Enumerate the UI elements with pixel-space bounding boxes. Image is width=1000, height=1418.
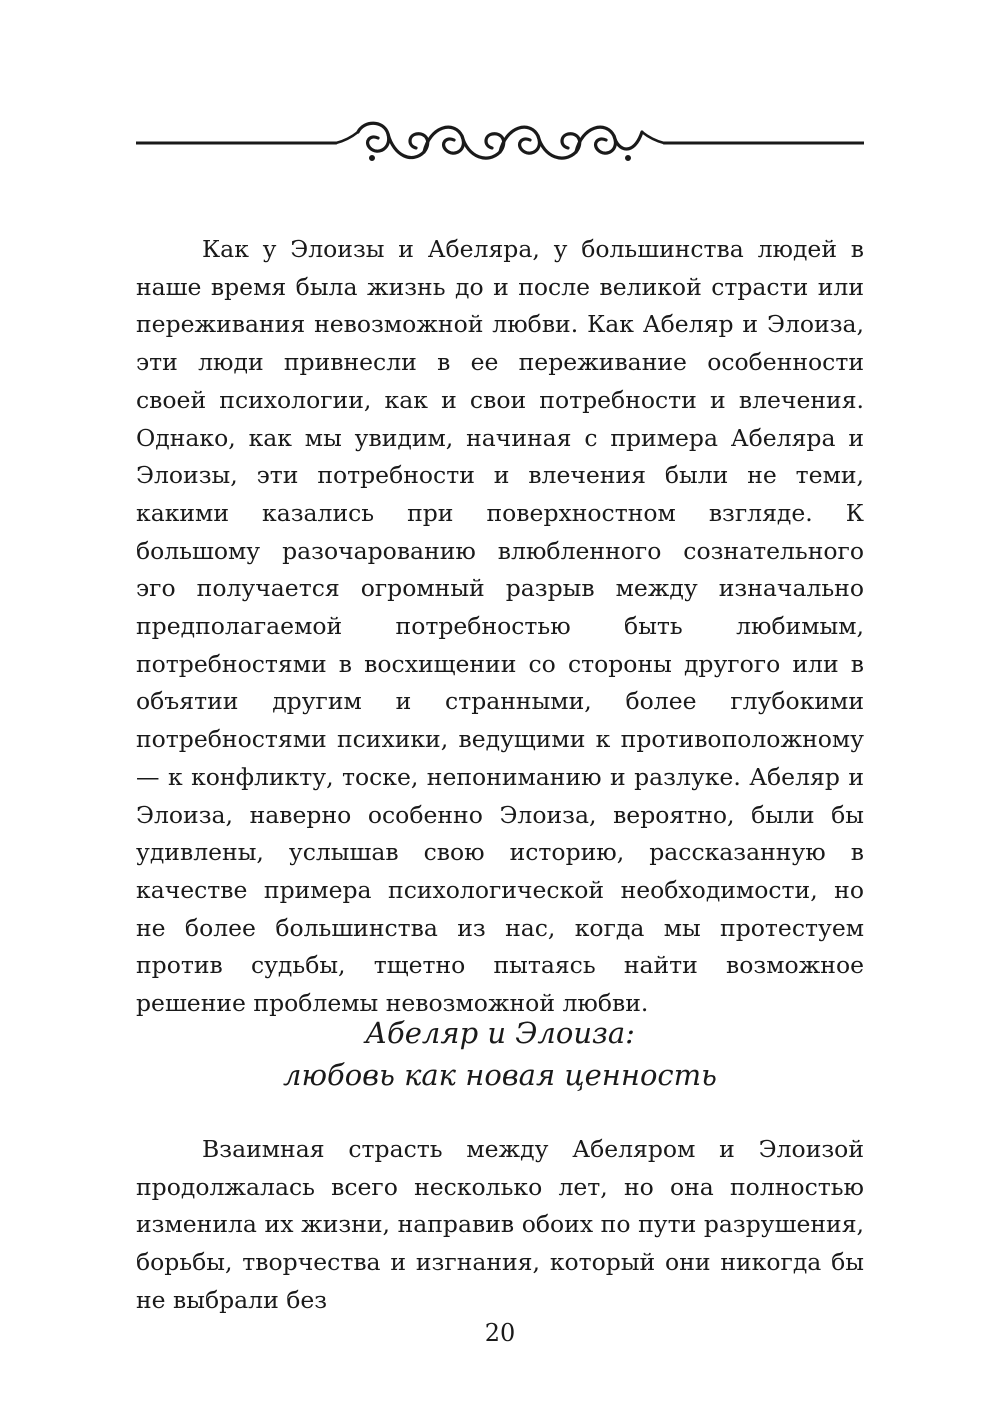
body-paragraph-2: Взаимная страсть между Абеляром и Элоизой продолжалась всего несколько лет, но она полностью изменила их жизни, направив обоих по пути разрушения, борьбы, творчества и изгнания, который они никогда бы не выбрали без	[136, 1135, 864, 1314]
scroll-divider-ornament-icon	[136, 112, 864, 174]
body-paragraph-1: Как у Элоизы и Абеляра, у большинства людей в наше время была жизнь до и после великой страсти или переживания невозможной любви. Как Абеляр и Элоиза, эти люди привнесли в ее переживание особенности своей психологии, как и свои потребности и влечения. Однако, как мы увидим, начиная с примера Абеляра и Элоизы, эти потребности и влечения были не теми, какими казались при поверхностном взгляде. К большому разочарованию влюбленного сознательного эго получается огромный разрыв между изначально предполагаемой потребностью быть любимым, потребностями в восхищении со стороны другого или в объятии другим и странными, более глубокими потребностями психики, ведущими к противоположному — к конфликту, тоске, непониманию и разлуке. Абеляр и Элоиза, наверно особенно Элоиза, вероятно, были бы удивлены, услышав свою историю, рассказанную в качестве примера психологической необходимости, но не более большинства из нас, когда мы протестуем против судьбы, тщетно пытаясь найти возможное решение проблемы невозможной любви.	[136, 235, 864, 1018]
page-number: 20	[484, 1319, 516, 1347]
section-heading-line-2: любовь как новая ценность	[283, 1058, 717, 1092]
section-heading	[136, 1012, 864, 1096]
section-heading-line-1: Абеляр и Элоиза:	[365, 1016, 635, 1050]
